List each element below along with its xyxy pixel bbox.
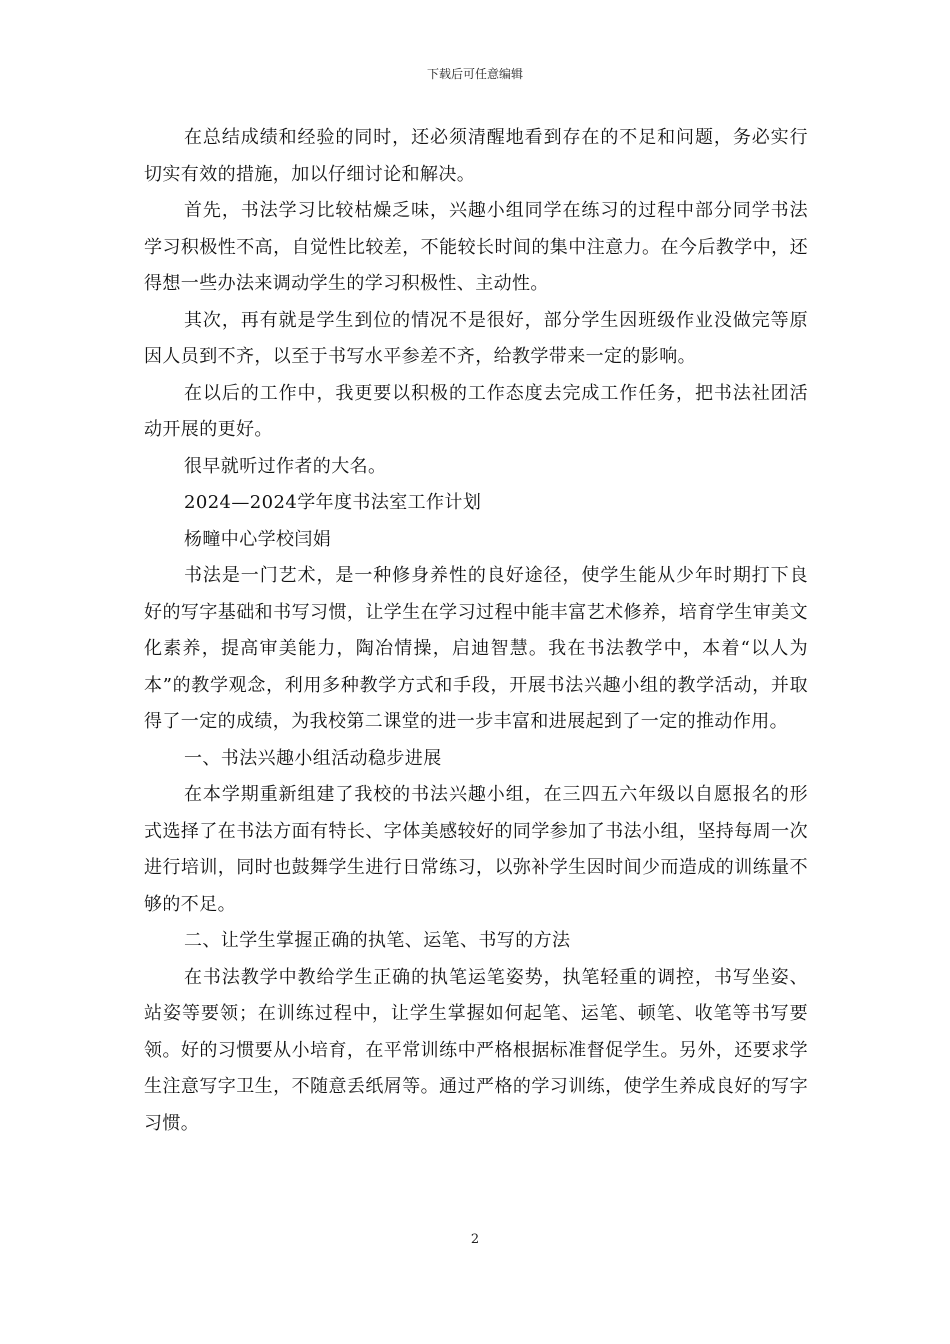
paragraph: 很早就听过作者的大名。: [184, 455, 387, 477]
paragraph: 其次，再有就是学生到位的情况不是很好，部分学生因班级作业没做完等原因人员到不齐，以至于书写水平参差不齐，给教学带来一定的影响。: [144, 309, 808, 367]
paragraph: 在本学期重新组建了我校的书法兴趣小组，在三四五六年级以自愿报名的形式选择了在书法方面有特长、字体美感较好的同学参加了书法小组，坚持每周一次进行培训，同时也鼓舞学生进行日常练习，以弥补学生因时间少而造成的训练量不够的不足。: [144, 784, 808, 915]
paragraph: 在以后的工作中，我更要以积极的工作态度去完成工作任务，把书法社团活动开展的更好。: [144, 382, 808, 440]
author-line: 杨疃中心学校闫娟: [184, 528, 332, 550]
page-number: 2: [470, 1232, 480, 1247]
document-body: [144, 120, 808, 1142]
section-heading: 二、让学生掌握正确的执笔、运笔、书写的方法: [184, 930, 571, 951]
paragraph: 在书法教学中教给学生正确的执笔运笔姿势，执笔轻重的调控，书写坐姿、站姿等要领；在训练过程中，让学生掌握如何起笔、运笔、顿笔、收笔等书写要领。好的习惯要从小培育，在平常训练中严格根据标准督促学生。另外，还要求学生注意写字卫生，不随意丢纸屑等。通过严格的学习训练，使学生养成良好的写字习惯。: [144, 966, 808, 1134]
document-title: 2024—2024学年度书法室工作计划: [184, 492, 482, 513]
paragraph: 首先，书法学习比较枯燥乏味，兴趣小组同学在练习的过程中部分同学书法学习积极性不高，自觉性比较差，不能较长时间的集中注意力。在今后教学中，还得想一些办法来调动学生的学习积极性、主动性。: [144, 200, 808, 294]
paragraph: 在总结成绩和经验的同时，还必须清醒地看到存在的不足和问题，务必实行切实有效的措施，加以仔细讨论和解决。: [144, 127, 808, 185]
page-header: 下载后可任意编辑: [426, 67, 523, 81]
section-heading: 一、书法兴趣小组活动稳步进展: [184, 747, 442, 769]
paragraph: 书法是一门艺术，是一种修身养性的良好途径，使学生能从少年时期打下良好的写字基础和书写习惯，让学生在学习过程中能丰富艺术修养，培育学生审美文化素养，提高审美能力，陶冶情操，启迪智慧。我在书法教学中，本着“以人为本”的教学观念，利用多种教学方式和手段，开展书法兴趣小组的教学活动，并取得了一定的成绩，为我校第二课堂的进一步丰富和进展起到了一定的推动作用。: [144, 565, 808, 732]
